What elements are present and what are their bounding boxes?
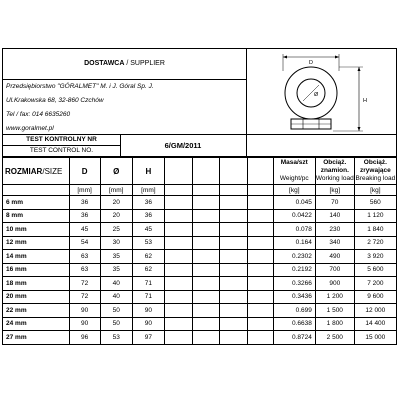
- cell-phi: 25: [100, 223, 132, 237]
- unit-working-load: [kg]: [315, 185, 354, 196]
- cell-h: 53: [132, 236, 164, 250]
- cell-empty: [192, 209, 220, 223]
- cell-working-load: 1 200: [315, 290, 354, 304]
- cell-h: 62: [132, 250, 164, 264]
- cell-empty: [248, 209, 274, 223]
- dimension-d-arrow-left: [283, 56, 287, 59]
- cell-breaking-load: 560: [354, 196, 396, 210]
- cell-phi: 50: [100, 317, 132, 331]
- cell-h: 71: [132, 277, 164, 291]
- cell-breaking-load: 14 400: [354, 317, 396, 331]
- cell-h: 90: [132, 317, 164, 331]
- cell-empty: [248, 196, 274, 210]
- cell-mass: 0.078: [273, 223, 315, 237]
- table-row: [3, 209, 397, 223]
- dimension-h-arrow-bottom: [358, 127, 361, 131]
- supplier-website: www.goralmet.pl: [6, 125, 54, 132]
- cell-mass: 0.0422: [273, 209, 315, 223]
- cell-size: 12 mm: [3, 236, 70, 250]
- header-d: D: [69, 158, 100, 185]
- cell-size: 24 mm: [3, 317, 70, 331]
- unit-empty-3: [220, 185, 248, 196]
- cell-empty: [248, 304, 274, 318]
- table-row: [3, 263, 397, 277]
- unit-phi: [mm]: [100, 185, 132, 196]
- cell-empty: [220, 263, 248, 277]
- label-phi: Ø: [314, 92, 319, 98]
- cell-empty: [248, 277, 274, 291]
- cell-empty: [220, 223, 248, 237]
- cell-mass: 0.045: [273, 196, 315, 210]
- cell-h: 45: [132, 223, 164, 237]
- test-label-en: TEST CONTROL NO.: [29, 147, 94, 154]
- cell-empty: [164, 223, 192, 237]
- cell-phi: 20: [100, 196, 132, 210]
- cell-mass: 0.3266: [273, 277, 315, 291]
- test-label-pl: TEST KONTROLNY NR: [3, 135, 120, 146]
- cell-empty: [164, 250, 192, 264]
- cell-empty: [164, 209, 192, 223]
- cell-size: 20 mm: [3, 290, 70, 304]
- label-h: H: [363, 98, 367, 104]
- product-spec-sheet: [2, 0, 398, 400]
- cell-empty: [220, 209, 248, 223]
- header-h: H: [132, 158, 164, 185]
- supplier-title-pl: DOSTAWCA: [84, 60, 125, 67]
- cell-working-load: 1 500: [315, 304, 354, 318]
- cell-empty: [248, 223, 274, 237]
- table-row: [3, 331, 397, 345]
- cell-phi: 35: [100, 250, 132, 264]
- cell-size: 18 mm: [3, 277, 70, 291]
- cell-d: 36: [69, 209, 100, 223]
- eye-nut-technical-drawing: [247, 49, 397, 136]
- supplier-title-sep: /: [124, 60, 131, 67]
- cell-breaking-load: 1 120: [354, 209, 396, 223]
- table-row: [3, 196, 397, 210]
- cell-h: 97: [132, 331, 164, 345]
- unit-breaking-load: [kg]: [354, 185, 396, 196]
- cell-d: 63: [69, 263, 100, 277]
- cell-d: 90: [69, 317, 100, 331]
- cell-working-load: 70: [315, 196, 354, 210]
- cell-empty: [192, 196, 220, 210]
- cell-size: 22 mm: [3, 304, 70, 318]
- dimensions-table: [2, 157, 397, 345]
- cell-empty: [220, 290, 248, 304]
- cell-empty: [192, 250, 220, 264]
- cell-phi: 35: [100, 263, 132, 277]
- cell-mass: 0.8724: [273, 331, 315, 345]
- cell-empty: [248, 236, 274, 250]
- table-row: [3, 317, 397, 331]
- table-row: [3, 236, 397, 250]
- header-phi: Ø: [100, 158, 132, 185]
- cell-empty: [164, 263, 192, 277]
- table-row: [3, 250, 397, 264]
- test-control-row: [2, 135, 397, 157]
- cell-breaking-load: 12 000: [354, 304, 396, 318]
- table-unit-row: [3, 185, 397, 196]
- cell-working-load: 1 800: [315, 317, 354, 331]
- cell-breaking-load: 9 600: [354, 290, 396, 304]
- cell-phi: 50: [100, 304, 132, 318]
- cell-empty: [220, 277, 248, 291]
- cell-d: 63: [69, 250, 100, 264]
- cell-h: 62: [132, 263, 164, 277]
- unit-size: [3, 185, 70, 196]
- cell-size: 14 mm: [3, 250, 70, 264]
- cell-breaking-load: 7 200: [354, 277, 396, 291]
- cell-h: 90: [132, 304, 164, 318]
- header-breaking-load: Obciąż. zrywające Breaking load: [354, 158, 396, 185]
- cell-size: 16 mm: [3, 263, 70, 277]
- cell-working-load: 340: [315, 236, 354, 250]
- cell-empty: [192, 331, 220, 345]
- cell-empty: [248, 331, 274, 345]
- header-size: ROZMIAR/SIZE: [3, 158, 70, 185]
- cell-mass: 0.699: [273, 304, 315, 318]
- unit-empty-2: [192, 185, 220, 196]
- cell-empty: [248, 317, 274, 331]
- cell-size: 10 mm: [3, 223, 70, 237]
- cell-empty: [192, 223, 220, 237]
- header-empty-1: [164, 158, 192, 185]
- cell-size: 6 mm: [3, 196, 70, 210]
- cell-mass: 0.2302: [273, 250, 315, 264]
- cell-empty: [192, 317, 220, 331]
- unit-empty-1: [164, 185, 192, 196]
- cell-d: 72: [69, 290, 100, 304]
- test-number: 6/GM/2011: [120, 135, 247, 156]
- cell-d: 36: [69, 196, 100, 210]
- cell-d: 96: [69, 331, 100, 345]
- cell-breaking-load: 3 920: [354, 250, 396, 264]
- dimension-d-arrow-right: [335, 56, 339, 59]
- supplier-address: Ul.Krakowska 68, 32-860 Czchów: [6, 97, 104, 104]
- cell-breaking-load: 5 600: [354, 263, 396, 277]
- cell-breaking-load: 15 000: [354, 331, 396, 345]
- supplier-box: [3, 49, 247, 136]
- cell-empty: [192, 236, 220, 250]
- cell-h: 36: [132, 196, 164, 210]
- table-body: [3, 196, 397, 345]
- table-row: [3, 304, 397, 318]
- table-header-row: [3, 158, 397, 185]
- supplier-phone: Tel / fax: 014 6635260: [6, 111, 71, 118]
- cell-empty: [164, 277, 192, 291]
- dimension-h-arrow-top: [358, 67, 361, 71]
- header-mass: Masa/szt Weight/pc: [273, 158, 315, 185]
- cell-empty: [220, 317, 248, 331]
- cell-mass: 0.2192: [273, 263, 315, 277]
- unit-empty-4: [248, 185, 274, 196]
- cell-breaking-load: 2 720: [354, 236, 396, 250]
- cell-working-load: 900: [315, 277, 354, 291]
- table-row: [3, 277, 397, 291]
- supplier-title-en: SUPPLIER: [130, 60, 165, 67]
- cell-working-load: 140: [315, 209, 354, 223]
- cell-working-load: 700: [315, 263, 354, 277]
- header-empty-4: [248, 158, 274, 185]
- header-empty-2: [192, 158, 220, 185]
- unit-d: [mm]: [69, 185, 100, 196]
- cell-phi: 53: [100, 331, 132, 345]
- cell-empty: [164, 304, 192, 318]
- header-block: [2, 48, 397, 135]
- supplier-company: Przedsiębiorstwo "GÓRALMET" M. i J. Góral Sp. J.: [6, 83, 154, 90]
- cell-h: 71: [132, 290, 164, 304]
- cell-empty: [164, 236, 192, 250]
- cell-empty: [248, 250, 274, 264]
- cell-empty: [192, 304, 220, 318]
- cell-size: 27 mm: [3, 331, 70, 345]
- cell-phi: 40: [100, 277, 132, 291]
- cell-empty: [248, 263, 274, 277]
- header-empty-3: [220, 158, 248, 185]
- cell-breaking-load: 1 840: [354, 223, 396, 237]
- cell-empty: [220, 331, 248, 345]
- cell-mass: 0.164: [273, 236, 315, 250]
- table-row: [3, 223, 397, 237]
- cell-d: 54: [69, 236, 100, 250]
- cell-empty: [192, 277, 220, 291]
- cell-empty: [164, 331, 192, 345]
- cell-h: 36: [132, 209, 164, 223]
- supplier-title: [3, 49, 246, 80]
- cell-d: 45: [69, 223, 100, 237]
- cell-empty: [192, 263, 220, 277]
- cell-phi: 40: [100, 290, 132, 304]
- cell-empty: [164, 317, 192, 331]
- cell-empty: [220, 250, 248, 264]
- header-working-load: Obciąż. znamion. Working load: [315, 158, 354, 185]
- cell-empty: [248, 290, 274, 304]
- cell-empty: [164, 290, 192, 304]
- cell-working-load: 490: [315, 250, 354, 264]
- unit-h: [mm]: [132, 185, 164, 196]
- cell-empty: [220, 236, 248, 250]
- cell-mass: 0.3436: [273, 290, 315, 304]
- cell-empty: [220, 304, 248, 318]
- unit-mass: [kg]: [273, 185, 315, 196]
- cell-d: 72: [69, 277, 100, 291]
- cell-empty: [220, 196, 248, 210]
- cell-empty: [164, 196, 192, 210]
- cell-working-load: 230: [315, 223, 354, 237]
- table-row: [3, 290, 397, 304]
- cell-phi: 20: [100, 209, 132, 223]
- cell-d: 90: [69, 304, 100, 318]
- label-d: D: [309, 60, 313, 66]
- cell-working-load: 2 500: [315, 331, 354, 345]
- eye-nut-drawing: [247, 49, 397, 136]
- cell-size: 8 mm: [3, 209, 70, 223]
- test-label-box: [3, 135, 121, 156]
- cell-empty: [192, 290, 220, 304]
- cell-mass: 0.6638: [273, 317, 315, 331]
- cell-phi: 30: [100, 236, 132, 250]
